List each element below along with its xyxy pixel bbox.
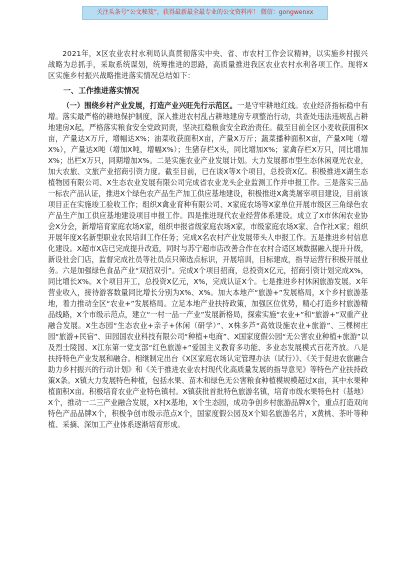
subsection-heading: （一）围绕乡村产业发展，打造产业兴旺先行示范区。 bbox=[62, 101, 238, 110]
subsection-body: 一是守牢耕地红线。农业经济指标稳中有增。落实最严格的耕地保护制度，深入推进农村乱占耕地建房专项整治行动，共查处违法违规乱占耕地建房X起，严格落实粮食安全党政同责，坚决扛稳粮食安全政治责任。截至目前全区小麦收获面积X亩，产量达X万斤，增幅达X%；油菜收获面积X亩，产量X万斤；蔬菜播种面积X亩，产量X吨（增X%），产量达X吨（增加X吨，增幅X%）；生猪存栏X头，同比增加X%；家禽存栏X万只，同比增加X%；出栏X万只，同期增加X%。二是实施农业产业发展计划。大力发展都市型生态休闲观光农业，加大农旅、文旅产业招商引资力度。截至目前，已在谈X等X个项目，总投资X亿。积极推进X湖生态植物园有限公司、X生态农业发展有限公司完成省农业龙头企业监测工作并申报工作。三是落实三品一标农产品认证，推进X个绿色农产品生产加工供应基地建设，积极推进X禽类屠宰项目建设，目前该项目正在实施竣工验收工作；组织X禽业育种有限公司、X家庭农场等X家单位开展市级区三角绿色农产品生产加工供应基地建设项目申报工作。四是推进现代农业经营体系建设。成立了X市休闲农业协会X分会，新增培育家庭农场X家，组织申报省级家庭农场X家，市级家庭农场X家、合作社X家；组织开展年度X名新型职业农民培训工作任务；完成X名农村产业发展带头人申报工作。五是推进乡村信息化建设。X超市X店已完成提升改造，同时与苏宁超市店改善合作在农村合适区域数据融入提升升级，新设社会门店，监督完成社员等社员点只筛选点标识，开展培训，目标建成，指导运营行积极开展业务。六是加强绿色食品产业“双招双引”。完成X个项目招商，总投资X亿元，招商引资计划完成X%，同比增长X%。X个项目开工，总投资X亿元，X%，完成认证X个。七是推进乡村休闲旅游发展。X年营业收入，接待游客数量同比增长分别为X%、X%。加大本地产“旅游+”发展格局，X个乡村旅游基地，着力推动全区“农业+”发展格局。立足本地产业扶持政策，加强区位优势，精心打造乡村旅游精品线路，X个市级示范点，建立“一村一品一产业”发展新格局，探索实施“农业+”和“旅游+”双重产业融合发展。X生态园“生态农业+亲子+休闲（研学）”、X株多芦“高效设施农业+旅游”、三棵树庄园“旅游+民宿”、田园国农业科技有限公司“种植+电商”、X国家度假公园“无公害农业种植+旅游”以及烈士陵园、X江东第一党支部“红色旅游+”爱国主义教育多功能、多业态发展模式百花齐放。八是扶持特色产业发展和融合。相继制定出台《X区家庭农场认定管理办法（试行）》、《关于促进农旅融合助力乡村振兴的行动计划》和《关于推进农业农村现代化高质量发展的指导意见》等特色产业扶持政策X条。X镇大力发展特色种植，包括水果、苗木和绿色无公害粮食种植模规模超过X亩，其中水果种植面积X亩。积极培育农业产业特色镇村。X镇获批首批特色旅游名镇，培育市级水果特色村（基地）X个，推动一二三产业融合发展，X村X基地，X个生态园，成功争创乡村旅游品牌X个，重点打造双向特色产品品牌X个，积极争创市级示范点X个，国家度假公园及X个知名旅游名片，X黄桃、茶叶等种植、采摘、深加工产业体系逐渐培育形成。 bbox=[48, 101, 368, 429]
promo-banner[interactable]: 关注头条号“公文秘笈”，获得最新最全最专业的公文资料库！ 微信：gongwenxx bbox=[82, 6, 328, 20]
section-heading: 一、工作推进落实情况 bbox=[63, 86, 140, 95]
opening-paragraph: 2021年，X区农业农村水利局认真贯彻落实中央、省、市农村工作会议精神，以实施乡村振兴战略为总抓手，采取系统谋划，统筹推进的思路，高质量推进我区农业农村水利各项工作。现将X区实施乡村振兴战略推进落实情况总结如下： bbox=[48, 49, 368, 80]
document-body bbox=[48, 48, 368, 430]
subsection-paragraph bbox=[48, 100, 368, 430]
